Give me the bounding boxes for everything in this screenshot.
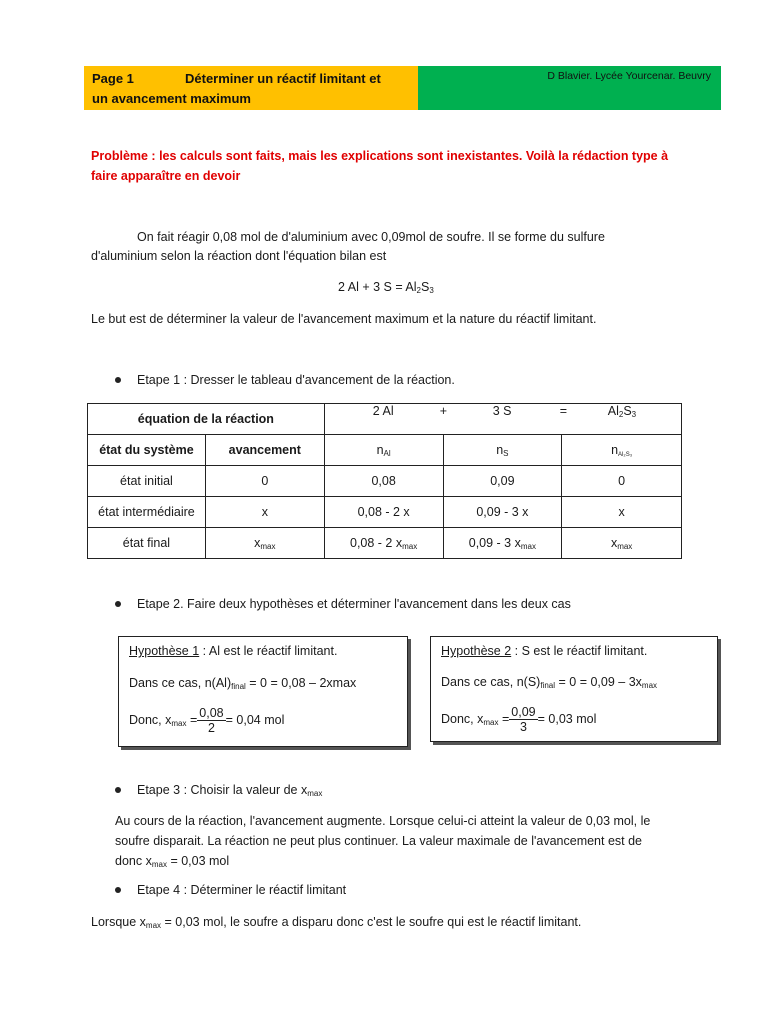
col-adv-header: avancement <box>205 435 324 466</box>
hyp2-num: 0,09 <box>511 705 536 719</box>
step3-line2: soufre disparait. La réaction ne peut plus continuer. La valeur maximale de l'avancement est de <box>115 834 643 848</box>
eq-product-sub1: 2 <box>618 410 624 419</box>
cell-state: état final <box>88 528 206 559</box>
hyp1-case-post: = 0 = 0,08 – 2xmax <box>245 676 357 690</box>
hyp1-case-pre: Dans ce cas, n(Al) <box>129 676 232 690</box>
hyp1-result: = 0,04 mol <box>225 712 285 727</box>
hyp1-fraction <box>197 706 225 735</box>
hyp1-case <box>129 676 356 691</box>
conclusion <box>91 912 581 936</box>
table-row <box>88 466 682 497</box>
cell-prod <box>562 528 682 559</box>
eq-product <box>608 404 636 419</box>
cell-al: 0,08 <box>324 466 443 497</box>
advancement-table <box>87 403 682 559</box>
problem-line1: Problème : les calculs sont faits, mais les explications sont inexistantes. Voilà la rédaction type à <box>91 149 669 163</box>
step1-label: Etape 1 : Dresser le tableau d'avancement de la réaction. <box>137 373 455 387</box>
eq-product-sub2: 3 <box>631 410 637 419</box>
hyp2-donc-sub: max <box>483 717 499 727</box>
intro-line1: On fait réagir 0,08 mol de d'aluminium avec 0,09mol de soufre. Il se forme du sulfure <box>137 230 605 244</box>
step3-sub: max <box>307 789 323 798</box>
step3-pre: Etape 3 : Choisir la valeur de x <box>137 783 308 797</box>
hyp1-num: 0,08 <box>199 706 224 720</box>
hyp2-case-sub2: max <box>641 681 658 690</box>
step3-label <box>137 780 322 804</box>
step3-line3-pre: donc x <box>115 854 152 868</box>
cell-prod: x <box>562 497 682 528</box>
conclusion-sub: max <box>145 921 162 930</box>
s-final-sub: max <box>520 541 536 551</box>
equation-text: 2 Al + 3 S = Al <box>338 280 417 294</box>
n-prod: n <box>611 442 619 457</box>
al-final: 0,08 - 2 x <box>350 535 403 550</box>
hyp2-case-post: = 0 = 0,09 – 3x <box>555 675 642 689</box>
eq-equals: = <box>559 404 568 418</box>
hyp1-title-rest: : Al est le réactif limitant. <box>199 644 338 658</box>
equation-sub2: 3 <box>429 286 434 295</box>
s-final: 0,09 - 3 x <box>468 535 521 550</box>
hyp1-title-label: Hypothèse 1 <box>129 644 200 658</box>
n-s-sub: S <box>503 448 509 458</box>
hyp1-donc <box>129 706 284 735</box>
step2-label: Etape 2. Faire deux hypothèses et déterminer l'avancement dans les deux cas <box>137 597 571 611</box>
hyp2-title <box>441 644 647 658</box>
cell-prod: 0 <box>562 466 682 497</box>
hyp2-case-pre: Dans ce cas, n(S) <box>441 675 541 689</box>
cell-adv: x <box>205 497 324 528</box>
cell-state: état initial <box>88 466 206 497</box>
hyp2-donc-pre: Donc, x <box>441 711 484 726</box>
step4-label: Etape 4 : Déterminer le réactif limitant <box>137 883 347 897</box>
table-row <box>88 497 682 528</box>
hyp2-case-sub: final <box>540 681 556 690</box>
x-final-sub: max <box>260 541 276 551</box>
header-title-line1: Déterminer un réactif limitant et <box>185 71 381 86</box>
bullet-icon <box>115 787 121 793</box>
equation-cell <box>324 404 681 435</box>
cell-al <box>324 528 443 559</box>
step3-line1: Au cours de la réaction, l'avancement augmente. Lorsque celui-ci atteint la valeur de 0,03 mol, le <box>115 814 651 828</box>
col-state-header: état du système <box>88 435 206 466</box>
equation-label-cell: équation de la réaction <box>88 404 325 435</box>
problem-line2: faire apparaître en devoir <box>91 169 241 183</box>
hyp2-fraction <box>509 705 537 734</box>
hyp2-case <box>441 675 657 690</box>
hyp1-donc-pre: Donc, x <box>129 712 172 727</box>
author: D Blavier. Lycée Yourcenar. Beuvry <box>547 70 711 82</box>
header-title-box <box>84 66 418 110</box>
hyp2-result: = 0,03 mol <box>537 711 597 726</box>
hyp2-donc <box>441 705 596 734</box>
hyp1-den: 2 <box>207 721 215 735</box>
step3-line3 <box>115 851 707 875</box>
table-header-row <box>88 435 682 466</box>
eq-al: 2 Al <box>372 404 394 418</box>
eq-plus: + <box>439 404 448 418</box>
header-title-line2: un avancement maximum <box>92 91 251 106</box>
n-al-sub: Al <box>383 448 391 458</box>
hyp2-den: 3 <box>519 720 527 734</box>
step3-line3-post: = 0,03 mol <box>166 854 230 868</box>
intro-equation <box>338 277 434 301</box>
hypothesis-1-box <box>118 636 408 747</box>
col-n-al-header <box>324 435 443 466</box>
step3-text <box>115 811 707 875</box>
cell-s <box>443 528 562 559</box>
goal-statement: Le but est de déterminer la valeur de l'avancement maximum et la nature du réactif limitant. <box>91 312 597 326</box>
equation-sub1: 2 <box>416 286 421 295</box>
hyp2-donc-eq: = <box>498 711 510 726</box>
hyp1-donc-eq: = <box>186 712 198 727</box>
header-author-box <box>418 66 721 110</box>
bullet-icon <box>115 887 121 893</box>
step3-line3-sub: max <box>151 860 167 869</box>
n-al: n <box>376 442 384 457</box>
x-final: x <box>254 535 261 550</box>
hyp2-title-rest: : S est le réactif limitant. <box>511 644 648 658</box>
conclusion-pre: Lorsque x <box>91 915 146 929</box>
hyp1-donc-sub: max <box>171 718 187 728</box>
col-n-s-header <box>443 435 562 466</box>
cell-s: 0,09 - 3 x <box>443 497 562 528</box>
hyp2-title-label: Hypothèse 2 <box>441 644 512 658</box>
problem-statement <box>91 146 668 186</box>
cell-al: 0,08 - 2 x <box>324 497 443 528</box>
n-s: n <box>496 442 504 457</box>
conclusion-post: = 0,03 mol, le soufre a disparu donc c'est le soufre qui est le réactif limitant. <box>161 915 582 929</box>
eq-product-s: S <box>623 404 632 418</box>
intro-line2: d'aluminium selon la réaction dont l'équation bilan est <box>91 249 387 263</box>
table-equation-row <box>88 404 682 435</box>
hyp1-case-sub: final <box>231 682 246 691</box>
page-label: Page 1 <box>92 71 134 86</box>
cell-adv: 0 <box>205 466 324 497</box>
hyp1-title <box>129 644 337 658</box>
eq-s: 3 S <box>492 404 512 418</box>
prod-final: x <box>610 535 618 550</box>
cell-state: état intermédiaire <box>88 497 206 528</box>
hypothesis-2-box <box>430 636 718 742</box>
bullet-icon <box>115 377 121 383</box>
equation-s: S <box>420 280 430 294</box>
bullet-icon <box>115 601 121 607</box>
col-n-prod-header <box>562 435 682 466</box>
cell-adv <box>205 528 324 559</box>
n-prod-sub: Al₂S₃ <box>618 451 633 458</box>
eq-product-al: Al <box>607 404 619 418</box>
prod-final-sub: max <box>617 541 633 551</box>
table-row <box>88 528 682 559</box>
cell-s: 0,09 <box>443 466 562 497</box>
al-final-sub: max <box>402 541 418 551</box>
